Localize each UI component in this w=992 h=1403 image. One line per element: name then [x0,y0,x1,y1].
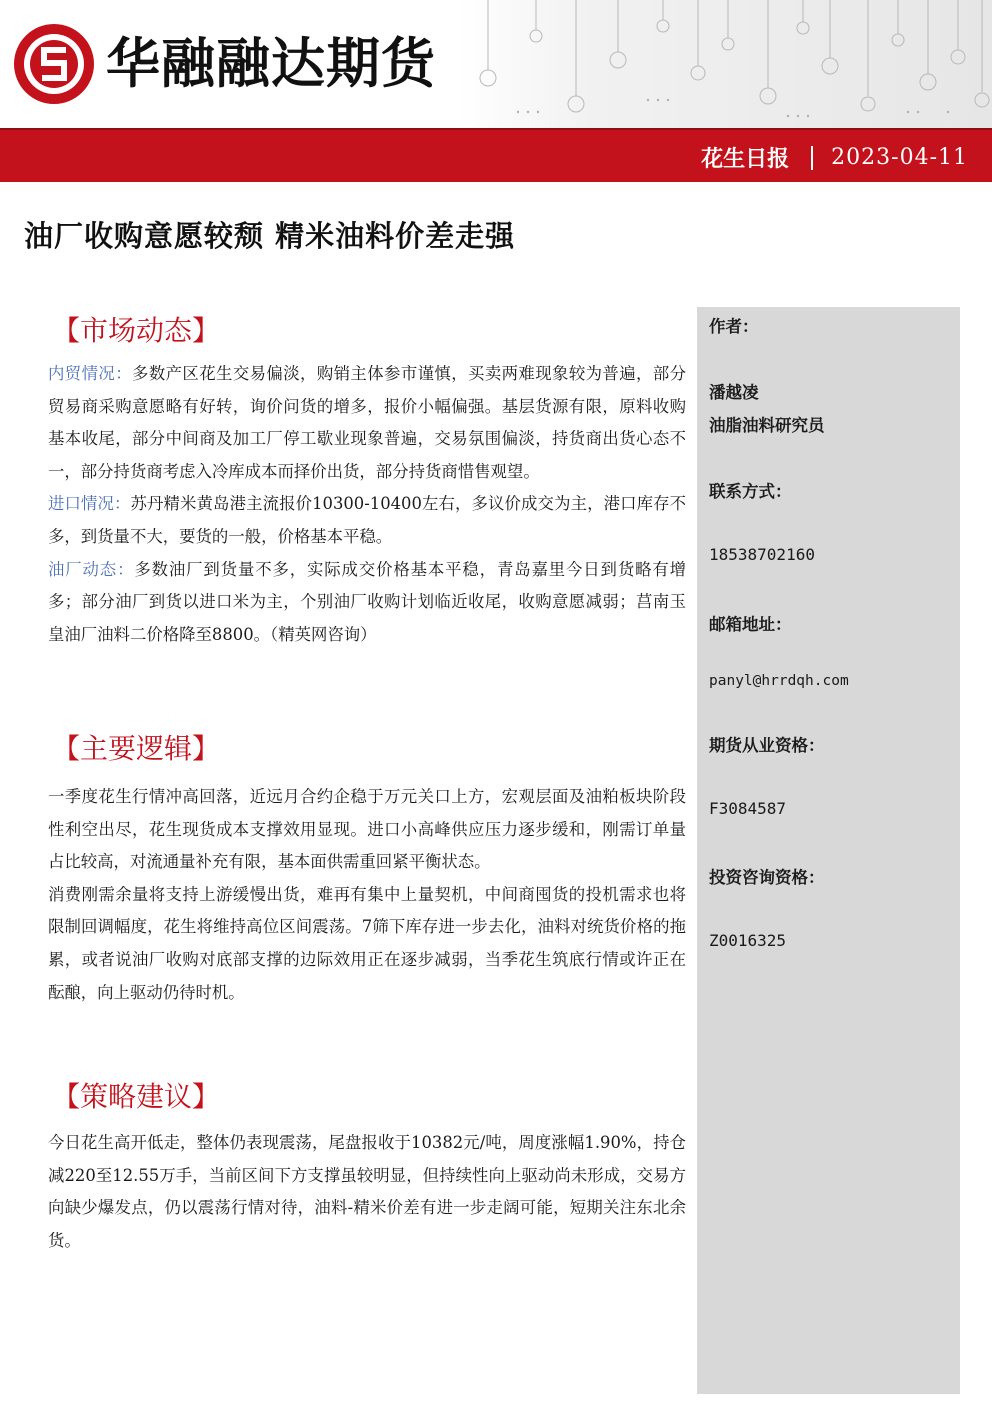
author-name: 潘越凌 [709,383,759,402]
email-address[interactable]: panyl@hrrdqh.com [709,673,849,689]
logic-section [48,726,686,1009]
company-name: 华融融达期货 [106,32,436,95]
oil-mill-text: 多数油厂到货量不多，实际成交价格基本平稳，青岛嘉里今日到货略有增多；部分油厂到货以进口米为主，个别油厂收购计划临近收尾，收购意愿减弱；莒南玉皇油厂油料二价格降至8800。（精英网咨询） [48,559,687,644]
report-header-bar [0,128,992,182]
futures-cert-number: F3084587 [709,799,787,818]
domestic-trade-paragraph [48,358,686,488]
logic-paragraph: 一季度花生行情冲高回落，近远月合约企稳于万元关口上方，宏观层面及油粕板块阶段性利空出尽，花生现货成本支撑效用显现。进口小高峰供应压力逐步缓和，刚需订单量占比较高，对流通量补充有限，基本面供需重回紧平衡状态。 [48,787,686,872]
header-decoration [458,0,992,128]
report-date: 2023-04-11 [831,145,968,170]
strategy-paragraph: 今日花生高开低走，整体仍表现震荡，尾盘报收于10382元/吨，周度涨幅1.90%，持仓减220至12.55万手，当前区间下方支撑虽较明显，但持续性向上驱动尚未形成，交易方向缺少爆发点，仍以震荡行情对待，油料-精米价差有进一步走阔可能，短期关注东北余货。 [48,1133,686,1250]
market-heading: 【市场动态】 [52,314,221,347]
oil-mill-label: 油厂动态： [48,559,135,579]
report-type: 花生日报 [701,146,790,172]
report-title: 油厂收购意愿较颓 精米油料价差走强 [24,219,516,253]
author-sidebar [697,307,960,1394]
import-text: 苏丹精米黄岛港主流报价10300-10400左右，多议价成交为主，港口库存不多，到货量不大，要货的一般，价格基本平稳。 [48,494,686,546]
author-label: 作者： [709,317,759,336]
email-label: 邮箱地址： [709,615,792,634]
import-paragraph [48,488,686,553]
advisory-cert-label: 投资咨询资格： [709,868,825,887]
strategy-heading: 【策略建议】 [52,1080,221,1113]
import-label: 进口情况： [48,494,131,514]
author-title: 油脂油料研究员 [709,416,825,435]
advisory-cert-number: Z0016325 [709,931,787,950]
market-section [48,308,686,651]
phone-number: 18538702160 [709,545,815,564]
domestic-trade-text: 多数产区花生交易偏淡，购销主体参市谨慎，买卖两难现象较为普遍，部分贸易商采购意愿略有好转，询价问货的增多，报价小幅偏强。基层货源有限，原料收购基本收尾，部分中间商及加工厂停工歇业现象普遍，交易氛围偏淡，持货商出货心态不一，部分持货商考虑入冷库成本而择价出货，部分持货商惜售观望。 [48,364,687,481]
oil-mill-paragraph [48,554,686,652]
domestic-trade-label: 内贸情况： [48,364,133,383]
logic-heading: 【主要逻辑】 [52,732,221,765]
logic-paragraph: 消费刚需余量将支持上游缓慢出货，难再有集中上量契机，中间商囤货的投机需求也将限制回调幅度，花生将维持高位区间震荡。7筛下库存进一步去化，油料对统货价格的拖累，或者说油厂收购对底部支撑的边际效用正在逐步减弱，当季花生筑底行情或许正在酝酿，向上驱动仍待时机。 [48,884,686,1002]
report-meta [701,142,968,173]
company-logo [12,22,436,106]
company-logo-icon [12,22,96,106]
contact-label: 联系方式： [709,482,792,501]
futures-cert-label: 期货从业资格： [709,736,825,755]
strategy-section [48,1074,686,1257]
header-divider [811,146,813,170]
